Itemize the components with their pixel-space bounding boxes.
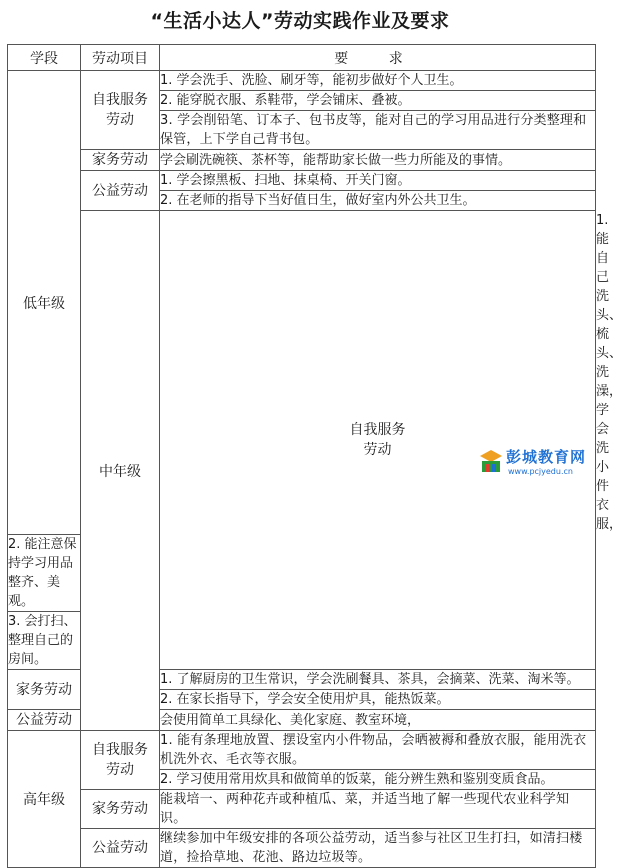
requirement-cell: 3. 会打扫、整理自己的房间。	[8, 612, 81, 670]
requirement-cell: 会使用简单工具绿化、美化家庭、教室环境，	[160, 710, 596, 731]
level-cell: 高年级	[8, 731, 81, 868]
requirement-cell: 2. 能穿脱衣服、系鞋带，学会铺床、叠被。	[160, 91, 596, 111]
category-cell: 公益劳动	[81, 171, 160, 211]
requirement-cell: 1. 能有条理地放置、摆设室内小件物品，会晒被褥和叠放衣服，能用洗衣机洗外衣、毛衣等衣服。	[160, 731, 596, 770]
table-row	[8, 171, 596, 191]
requirement-cell: 2. 在老师的指导下当好值日生，做好室内外公共卫生。	[160, 191, 596, 211]
site-watermark	[476, 442, 594, 482]
table-row	[8, 790, 596, 829]
requirement-cell: 1. 学会擦黑板、扫地、抹桌椅、开关门窗。	[160, 171, 596, 191]
header-row	[8, 45, 596, 71]
category-cell	[81, 731, 160, 790]
header-category: 劳动项目	[81, 45, 160, 71]
header-requirement: 要 求	[160, 45, 596, 71]
category-cell: 家务劳动	[81, 790, 160, 829]
requirement-cell: 1. 学会洗手、洗脸、刷牙等，能初步做好个人卫生。	[160, 71, 596, 91]
page-title: “生活小达人”劳动实践作业及要求	[150, 10, 450, 32]
category-cell	[160, 211, 596, 670]
requirement-cell: 继续参加中年级安排的各项公益劳动，适当参与社区卫生打扫，如清扫楼道，捡拾草地、花池、路边垃圾等。	[160, 829, 596, 868]
requirement-cell: 3. 学会削铅笔、订本子、包书皮等，能对自己的学习用品进行分类整理和保管，上下学自己背书包。	[160, 111, 596, 150]
watermark-site-url: www.pcjyedu.cn	[508, 467, 573, 476]
requirement-cell: 2. 学习使用常用炊具和做简单的饭菜，能分辨生熟和鉴别变质食品。	[160, 770, 596, 790]
requirement-cell: 能栽培一、两种花卉或种植瓜、菜，并适当地了解一些现代农业科学知识。	[160, 790, 596, 829]
watermark-site-name: 彭城教育网	[506, 448, 587, 466]
category-cell: 家务劳动	[8, 670, 81, 710]
site-logo-icon	[478, 448, 504, 474]
requirement-cell: 学会刷洗碗筷、茶杯等，能帮助家长做一些力所能及的事情。	[160, 150, 596, 171]
category-label: 自我服务 劳动	[349, 422, 406, 458]
level-cell: 低年级	[8, 71, 81, 535]
table-row: 中年级 自我服务 劳动 1. 能自己洗头、梳头、洗澡，学会洗小件衣服，	[8, 211, 596, 535]
table-row	[8, 150, 596, 171]
category-cell: 家务劳动	[81, 150, 160, 171]
category-cell: 公益劳动	[81, 829, 160, 868]
header-level: 学段	[8, 45, 81, 71]
requirement-cell: 1. 了解厨房的卫生常识，学会洗刷餐具、茶具，会摘菜、洗菜、淘米等。	[160, 670, 596, 690]
requirement-cell: 2. 能注意保持学习用品整齐、美观。	[8, 535, 81, 612]
table-row	[8, 731, 596, 770]
category-label: 自我服务 劳动	[92, 92, 148, 128]
table-row	[8, 71, 596, 91]
category-cell: 公益劳动	[8, 710, 81, 731]
level-cell: 中年级	[81, 211, 160, 731]
category-label: 自我服务 劳动	[92, 742, 148, 778]
category-cell	[81, 71, 160, 150]
requirement-cell: 2. 在家长指导下，学会安全使用炉具，能热饭菜。	[160, 690, 596, 710]
table-row	[8, 829, 596, 868]
